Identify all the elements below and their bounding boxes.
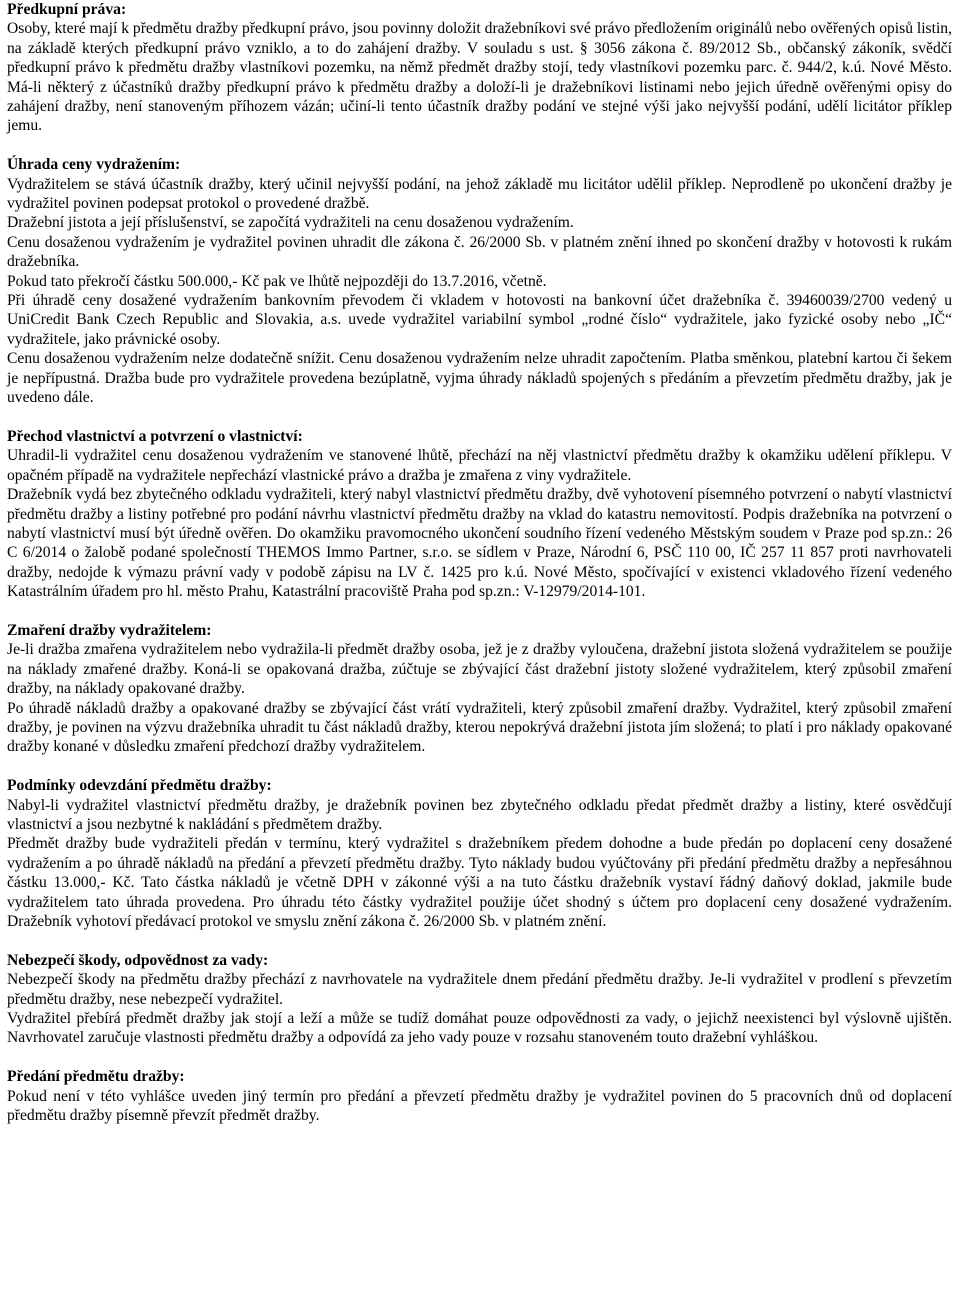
paragraph: Předmět dražby bude vydražiteli předán v termínu, který vydražitel s dražebníkem předem dohodne a bude předán po doplacení ceny dosažené vydražením a po úhradě nákladů na předání a převzetí předmětu dražby. Tyto náklady budou vyúčtovány při předání předmětu dražby a nepřesáhnou částku 13.000,- Kč. Tato částka nákladů je včetně DPH v zákonné výši a na tuto částku dražebník vystaví řádný daňový doklad, jakmile bude vydražitelem tato úhrada provedena. Pro úhradu této částky vydražitel použije účet shodný s účtem pro doplacení ceny dosažené vydražením. Dražebník vyhotoví předávací protokol ve smyslu znění zákona č. 26/2000 Sb. v platném znění. — [7, 835, 952, 931]
paragraph: Pokud tato překročí částku 500.000,- Kč pak ve lhůtě nejpozději do 13.7.2016, včetně. — [7, 272, 547, 290]
section-heading: Předání předmětu dražby: — [7, 1068, 185, 1086]
paragraph: Vydražitelem se stává účastník dražby, který učinil nejvyšší podání, na jehož základě mu licitátor udělil příklep. Neprodleně po ukončení dražby je vydražitel povinen podepsat protokol o provedené dražbě. — [7, 175, 952, 213]
paragraph: Dražební jistota a její příslušenství, se započítá vydražiteli na cenu dosaženou vydražením. — [7, 214, 574, 232]
paragraph: Je-li dražba zmařena vydražitelem nebo vydražila-li předmět dražby osoba, jež je z dražby vyloučena, dražební jistota složená vydražitelem se použije na náklady zmařené dražby. Koná-li se opakovaná dražba, zúčtuje se zbývající část dražební jistoty složené vydražitelem, který způsobil zmaření dražby, na náklady opakované dražby. — [7, 641, 952, 698]
section-heading: Zmaření dražby vydražitelem: — [7, 621, 212, 639]
paragraph: Cenu dosaženou vydražením je vydražitel povinen uhradit dle zákona č. 26/2000 Sb. v platném znění ihned po skončení dražby v hotovosti k rukám dražebníka. — [7, 233, 952, 271]
section-podminky-odevzdani — [7, 776, 952, 931]
paragraph: Uhradil-li vydražitel cenu dosaženou vydražením ve stanovené lhůtě, přechází na něj vlastnictví předmětu dražby k okamžiku udělení příklepu. V opačném případě na vydražitele nepřechází vlastnické právo a dražba je zmařena z viny vydražitele. — [7, 447, 952, 484]
paragraph: Nebezpečí škody na předmětu dražby přechází z navrhovatele na vydražitele dnem předání předmětu dražby. Je-li vydražitel v prodlení s převzetím předmětu dražby, nese nebezpečí vydražitel. — [7, 971, 952, 1008]
paragraph: Při úhradě ceny dosažené vydražením bankovním převodem či vkladem v hotovosti na bankovní účet dražebníka č. 39460039/2700 vedený u UniCredit Bank Czech Republic and Slovakia, a.s. uvede vydražitel variabilní symbol „rodné číslo“ vydražitele, jako fyzické osoby nebo „IČ“ vydražitele, jako právnické osoby. — [7, 292, 952, 348]
paragraph: Osoby, které mají k předmětu dražby předkupní právo, jsou povinny doložit dražebníkovi své právo předložením originálů nebo ověřených opisů listin, na základě kterých předkupní právo vzniklo, a to do zahájení dražby. V souladu s ust. § 3056 zákona č. 89/2012 Sb., občanský zákoník, svědčí předkupní právo k předmětu dražby vlastníkovi pozemku, na němž předmět dražby stojí, tedy vlastníkovi pozemku parc. č. 944/2, k.ú. Nové Město. Má-li některý z účastníků dražby předkupní právo k předmětu dražby a doloží-li je dražebníkovi listinami nebo jejich úředně ověřenými opisy do zahájení dražby, není stanoveným příhozem vázán; učiní-li tento účastník dražby podání ve stejné výši jako nejvyšší podání, udělí licitátor příklep jemu. — [7, 20, 952, 135]
section-predani-predmetu — [7, 1067, 952, 1125]
section-nebezpeci-skody — [7, 951, 952, 1048]
paragraph: Cenu dosaženou vydražením nelze dodatečně snížit. Cenu dosaženou vydražením nelze uhradit započtením. Platba směnkou, platební kartou či šekem je nepřípustná. Dražba bude pro vydražitele provedena bezúplatně, vyjma úhrady nákladů spojených s předáním a převzetím předmětu dražby, jak je uvedeno dále. — [7, 350, 952, 407]
section-prechod-vlastnictvi — [7, 427, 952, 602]
paragraph: Dražebník vydá bez zbytečného odkladu vydražiteli, který nabyl vlastnictví předmětu dražby, dvě vyhotovení písemného potvrzení o nabytí vlastnictví předmětu dražby a listiny potřebné pro podání návrhu vlastnictví předmětu dražby na vklad do katastru nemovitostí. Podpis dražebníka na potvrzení o nabytí vlastnictví musí být úředně ověřen. Do okamžiku pravomocného ukončení soudního řízení vedeného Městským soudem v Praze pod sp.zn.: 26 C 6/2014 o žalobě podané společností THEMOS Immo Partner, s.r.o. se sídlem v Praze, Národní 6, PSČ 110 00, IČ 257 11 857 proti navrhovateli dražby, nedojde k výmazu právní vady v podobě zápisu na LV č. 1425 pro k.ú. Nové Město, spočívající v existenci vkladového řízení vedeného Katastrálním úřadem pro hl. město Prahu, Katastrální pracoviště Praha pod sp.zn.: V-12979/2014-101. — [7, 486, 952, 601]
section-heading: Přechod vlastnictví a potvrzení o vlastnictví: — [7, 427, 303, 445]
paragraph: Po úhradě nákladů dražby a opakované dražby se zbývající část vrátí vydražiteli, který způsobil zmaření dražby. Vydražitel, který způsobil zmaření dražby, je povinen na výzvu dražebníka uhradit tu část nákladů dražby, kterou nepokrývá dražební jistota jím složená; to platí i pro náklady opakované dražby konané v důsledku zmaření předchozí dražby vydražitelem. — [7, 699, 952, 756]
section-predkupni-prava — [7, 0, 952, 136]
paragraph: Vydražitel přebírá předmět dražby jak stojí a leží a může se tudíž domáhat pouze odpovědnosti za vady, o jejichž neexistenci byl výslovně ujištěn. Navrhovatel zaručuje vlastnosti předmětu dražby a odpovídá za jeho vady pouze v rozsahu stanoveném touto dražební vyhláškou. — [7, 1010, 952, 1047]
section-heading: Úhrada ceny vydražením: — [7, 156, 181, 174]
section-zmareni-drazby — [7, 621, 952, 757]
section-uhrada-ceny — [7, 155, 952, 407]
section-heading: Podmínky odevzdání předmětu dražby: — [7, 777, 272, 795]
paragraph: Pokud není v této vyhlášce uveden jiný termín pro předání a převzetí předmětu dražby je vydražitel povinen do 5 pracovních dnů od doplacení předmětu dražby písemně převzít předmět dražby. — [7, 1087, 952, 1125]
section-heading: Předkupní práva: — [7, 1, 127, 18]
section-heading: Nebezpečí škody, odpovědnost za vady: — [7, 951, 269, 969]
paragraph: Nabyl-li vydražitel vlastnictví předmětu dražby, je dražebník povinen bez zbytečného odkladu předat předmět dražby a listiny, které osvědčují vlastnictví a jsou nezbytné k nakládání s předmětem dražby. — [7, 796, 952, 833]
